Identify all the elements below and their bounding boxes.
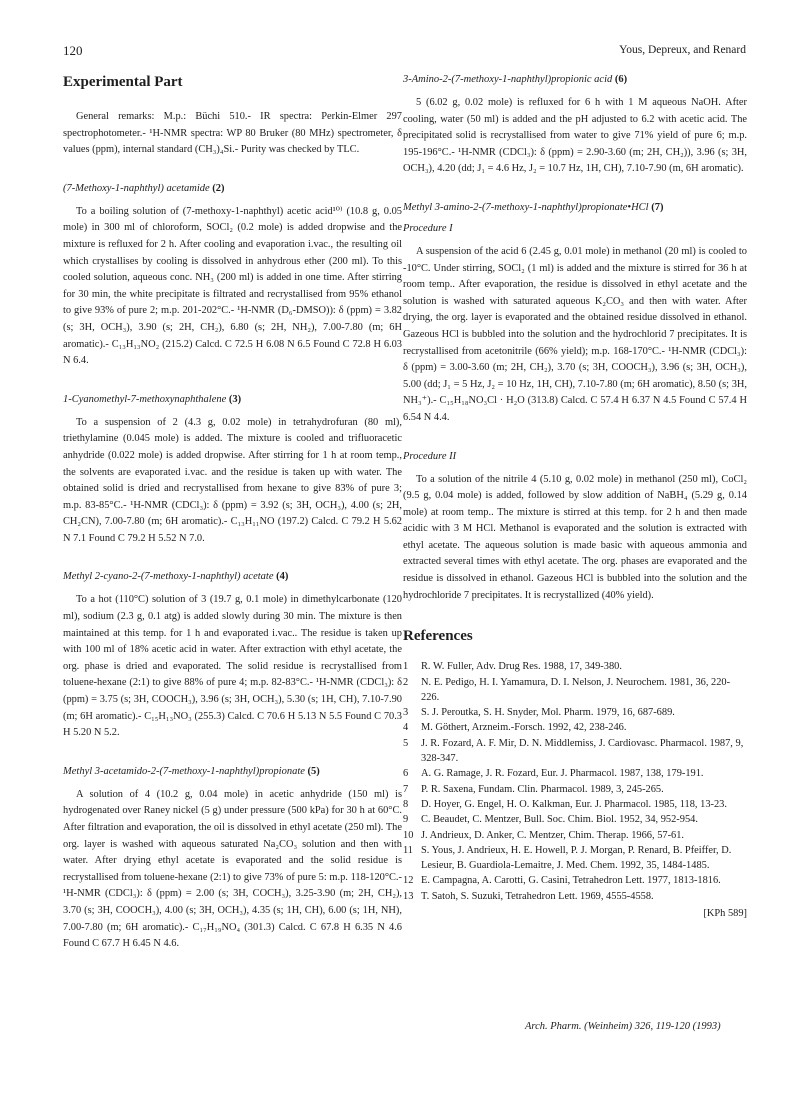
reference-text: J. R. Fozard, A. F. Mir, D. N. Middlemiss, J. Cardiovasc. Pharmacol. 1987, 9, 328-347. [421,737,744,765]
compound-title-text: 3-Amino-2-(7-methoxy-1-naphthyl)propionic acid [403,74,613,85]
reference-item [403,812,747,827]
compound-3-paragraph: To a suspension of 2 (4.3 g, 0.02 mole) in tetrahydrofuran (80 ml), triethylamine (0.045 mole) is added. The mixture is cooled and trifluoracetic anhydride (0.022 mole) is added dropwise. After stirring for 1 h at room temp., the solvents are evaporated i.vac. and the residue is taken up with water. The obtained solid is dried and recrystallised from hexane to give 83% of pure 3; m.p. 83-85°C.- ¹H-NMR (CDCl₃): δ (ppm) = 3.92 (s; 3H, OCH₃), 4.00 (s; 2H, CH₂CN), 7.00-7.80 (m; 6H aromatic).- C₁₃H₁₁NO (197.2) Calcd. C 79.2 H 5.62 N 7.1 Found C 79.2 H 5.52 N 7.0. [63,416,402,544]
reference-number: 7 [403,783,409,795]
general-remarks-paragraph: General remarks: M.p.: Büchi 510.- IR spectra: Perkin-Elmer 297 spectrophotometer.- ¹H-NMR spectra: WP 80 Bruker (80 MHz) spectrometer, δ values (ppm), internal standard (CH₃)₄Si.- Purity was checked by TLC. [63,111,402,156]
journal-citation-footer: Arch. Pharm. (Weinheim) 326, 119-120 (1993) [525,1021,721,1032]
procedure-1-paragraph: A suspension of the acid 6 (2.45 g, 0.01 mole) in methanol (20 ml) is cooled to -10°C. Under stirring, SOCl₂ (1 ml) is added and the mixture is stirred for 36 h at room temp.. After evaporation, the residue is dissolved in ethyl acetate and the solution is washed with saturated aqueous K₂CO₃ and then with water. After drying, the org. layer is evaporated and the obtained residue dissolved in ethanol. Gazeous HCl is bubbled into the solution and the hydrochlorid 7 precipitates. It is recrystallised from acetonitrile (66% yield); m.p. 168-170°C.- ¹H-NMR (CDCl₃): δ (ppm) = 3.00-3.60 (m; 2H, CH₂), 3.70 (s; 3H, COOCH₃), 3.96 (s; 3H, OCH₃), 5.00 (dd; J₁ = 5 Hz, J₂ = 10 Hz, 1H, CH), 7.10-7.80 (m; 6H aromatic), 8.50 (s; 3H, NH₃⁺).- C₁₅H₁₈NO₃Cl · H₂O (313.8) Calcd. C 57.4 H 6.37 N 4.5 Found C 57.4 H 6.54 N 4.4. [403,245,747,423]
reference-text: P. R. Saxena, Fundam. Clin. Pharmacol. 1989, 3, 245-265. [421,783,664,795]
right-column [403,74,747,919]
reference-item [403,766,747,781]
running-header-authors: Yous, Depreux, and Renard [619,44,746,56]
compound-title-text: Methyl 3-acetamido-2-(7-methoxy-1-naphthyl)propionate [63,765,305,777]
reference-item [403,828,747,843]
reference-item [403,797,747,812]
reference-number: 3 [403,707,409,719]
reference-text: E. Campagna, A. Carotti, G. Casini, Tetrahedron Lett. 1977, 1813-1816. [421,875,721,887]
compound-3-title [63,394,402,405]
reference-text: R. W. Fuller, Adv. Drug Res. 1988, 17, 349-380. [421,661,622,673]
compound-number: (5) [307,765,320,777]
compound-number: (2) [212,182,225,194]
reference-item [403,705,747,720]
reference-list [403,659,747,904]
compound-7-title [403,202,747,213]
kph-code: [KPh 589] [703,908,747,919]
reference-number: 9 [403,814,409,826]
compound-2-title [63,183,402,194]
compound-2-paragraph: To a boiling solution of (7-methoxy-1-naphthyl) acetic acid¹⁰⁾ (10.8 g, 0.05 mole) in 300 ml of chloroform, SOCl₂ (0.2 mole) is added dropwise and the mixture is refluxed for 2 h. After cooling and evaporation i.vac., the resulting oil which crystallises by cooling is dissolved in anhydrous ether (200 ml). To this cooled solution, aqueous conc. NH₃ (200 ml) is added in one time. After stirring for 30 min, the white precipitate is filtrated and recrystallised from 95% ethanol to give 93% of pure 2; m.p. 201-202°C.- ¹H-NMR (D₆-DMSO)): δ (ppm) = 3.82 (s; 3H, OCH₃), 3.90 (s; 2H, CH₂), 6.80 (s; 2H, NH₂), 7.00-7.80 (m; 6H aromatic).- C₁₃H₁₃NO₂ (215.2) Calcd. C 72.5 H 6.08 N 6.5 Found C 72.8 H 6.03 N 6.4. [63,205,402,367]
reference-number: 6 [403,768,409,780]
reference-text: M. Göthert, Arzneim.-Forsch. 1992, 42, 238-246. [421,722,627,734]
reference-text: N. E. Pedigo, H. I. Yamamura, D. I. Nelson, J. Neurochem. 1981, 36, 220-226. [421,676,731,703]
section-heading-experimental: Experimental Part [63,74,183,90]
compound-4-title [63,571,402,582]
reference-number: 2 [403,676,409,688]
reference-number: 5 [403,737,409,749]
procedure-2-title: Procedure II [403,450,457,462]
compound-6-title [403,74,747,85]
compound-6-paragraph: 5 (6.02 g, 0.02 mole) is refluxed for 6 h with 1 M aqueous NaOH. After cooling, water (50 ml) is added and the pH adjusted to 6.2 with acetic acid. The precipitated solid is recrystallised from water to give 71% yield of pure 6; m.p. 195-196°C.- ¹H-NMR (CDCl₃): δ (ppm) = 2.90-3.60 (m; 2H, CH₂)), 3.96 (s; 3H, OCH₃), 4.20 (dd; J₁ = 4.6 Hz, J₂ = 10.7 Hz, 1H, CH), 7.10-7.90 (m, 6H aromatic). [403,97,747,175]
compound-number: (7) [651,201,664,213]
compound-number: (6) [614,74,628,85]
reference-item [403,736,747,767]
compound-5-paragraph: A solution of 4 (10.2 g, 0.04 mole) in acetic anhydride (150 ml) is hydrogenated over Raney nickel (5 g) under pressure (500 kPa) for 30 h at 60°C. After filtration and evaporation, the oil is dissolved in ethyl acetate (250 ml). The org. layer is washed with aqueous saturated Na₂CO₃ solution and then with water. After drying ethyl acetate is evaporated and the solid residue is recrystallised from toluene-hexane (2:1) to give 73% of pure 5: m.p. 118-120°C.- ¹H-NMR (CDCl₃): δ (ppm) = 2.00 (s; 3H, COCH₃), 3.25-3.90 (m; 2H, CH₂), 3.70 (s; 3H, COOCH₃), 4.00 (s; 3H, OCH₃), 4.35 (s; 1H, CH), 6.00 (s; 1H, NH), 7.00-7.80 (m; 6H aromatic).- C₁₇H₁₉NO₄ (301.3) Calcd. C 67.8 H 6.35 N 4.6 Found C 67.7 H 6.45 N 4.6. [63,788,402,950]
compound-title-text: (7-Methoxy-1-naphthyl) acetamide [63,182,210,194]
page-number: 120 [63,43,83,58]
compound-number: (4) [276,571,289,583]
compound-number: (3) [228,393,242,405]
reference-number: 13 [403,890,414,902]
reference-number: 1 [403,661,409,673]
reference-number: 8 [403,798,409,810]
reference-number: 11 [403,844,414,856]
procedure-2-paragraph: To a solution of the nitrile 4 (5.10 g, 0.02 mole) in methanol (250 ml), CoCl₂ (9.5 g, 0.04 mole) is added, followed by slow addition of NaBH₄ (5.29 g, 0.14 mole) at room temp.. The mixture is stirred at this temp. for 2 h and then made acidic with 3 M HCl. Methanol is evaporated and the solution is extracted with ethyl acetate. The aqueous solution is made basic with aqueous ammonia and extracted several times with ethyl acetate. The org. phases are evaporated and the residue is dissolved in ethanol. Gazeous HCl is bubbled into the solution and the hydrochloride 7 precipitates. It is recrystallized (40% yield). [403,473,747,601]
reference-text: A. G. Ramage, J. R. Fozard, Eur. J. Pharmacol. 1987, 138, 179-191. [421,768,704,780]
reference-text: T. Satoh, S. Suzuki, Tetrahedron Lett. 1969, 4555-4558. [421,890,654,902]
reference-text: C. Beaudet, C. Mentzer, Bull. Soc. Chim. Biol. 1952, 34, 952-954. [421,814,698,826]
reference-item [403,782,747,797]
reference-item [403,720,747,735]
compound-4-paragraph: To a hot (110°C) solution of 3 (19.7 g, 0.1 mole) in dimethylcarbonate (120 ml), sodium (2.3 g, 0.1 atg) is added slowly during 30 min. The mixture is then maintained at this temp. for 1 h and evaporated i.vac.. The residue is taken up with 100 ml of 18% acetic acid in water. After extraction with ethyl acetate, the org. phase is dried and evaporated. The solid residue is recrystallised from toluene-hexane (2:1) to give 88% of pure 4; m.p. 82-83°C.- ¹H-NMR (CDCl₃): δ (ppm) = 3.75 (s; 3H, COOCH₃), 3.96 (s; 3H, OCH₃), 5.30 (s; 1H, CH), 7.10-7.90 (m; 6H aromatic).- C₁₅H₁₃NO₃ (255.3) Calcd. C 70.6 H 5.13 N 5.5 Found C 70.3 H 5.20 N 5.2. [63,594,402,739]
reference-text: S. J. Peroutka, S. H. Snyder, Mol. Pharm. 1979, 16, 687-689. [421,707,675,719]
reference-item [403,843,747,874]
reference-number: 4 [403,722,409,734]
reference-item [403,873,747,888]
compound-title-text: 1-Cyanomethyl-7-methoxynaphthalene [63,393,227,405]
reference-number: 10 [403,829,414,841]
references-heading: References [403,628,473,645]
reference-item [403,675,747,706]
reference-item [403,659,747,674]
left-column [63,74,402,977]
reference-number: 12 [403,875,414,887]
reference-item [403,889,747,904]
reference-text: D. Hoyer, G. Engel, H. O. Kalkman, Eur. J. Pharmacol. 1985, 118, 13-23. [421,798,727,810]
compound-5-title [63,766,402,777]
compound-title-text: Methyl 2-cyano-2-(7-methoxy-1-naphthyl) acetate [63,571,274,583]
compound-title-text: Methyl 3-amino-2-(7-methoxy-1-naphthyl)propionate•HCl [403,201,649,213]
procedure-1-title: Procedure I [403,222,453,234]
reference-text: J. Andrieux, D. Anker, C. Mentzer, Chim. Therap. 1966, 57-61. [421,829,685,841]
reference-text: S. Yous, J. Andrieux, H. E. Howell, P. J. Morgan, P. Renard, B. Pfeiffer, D. Lesieur, B. Guardiola-Lemaitre, J. Med. Chem. 1992, 35, 1484-1485. [421,844,732,872]
